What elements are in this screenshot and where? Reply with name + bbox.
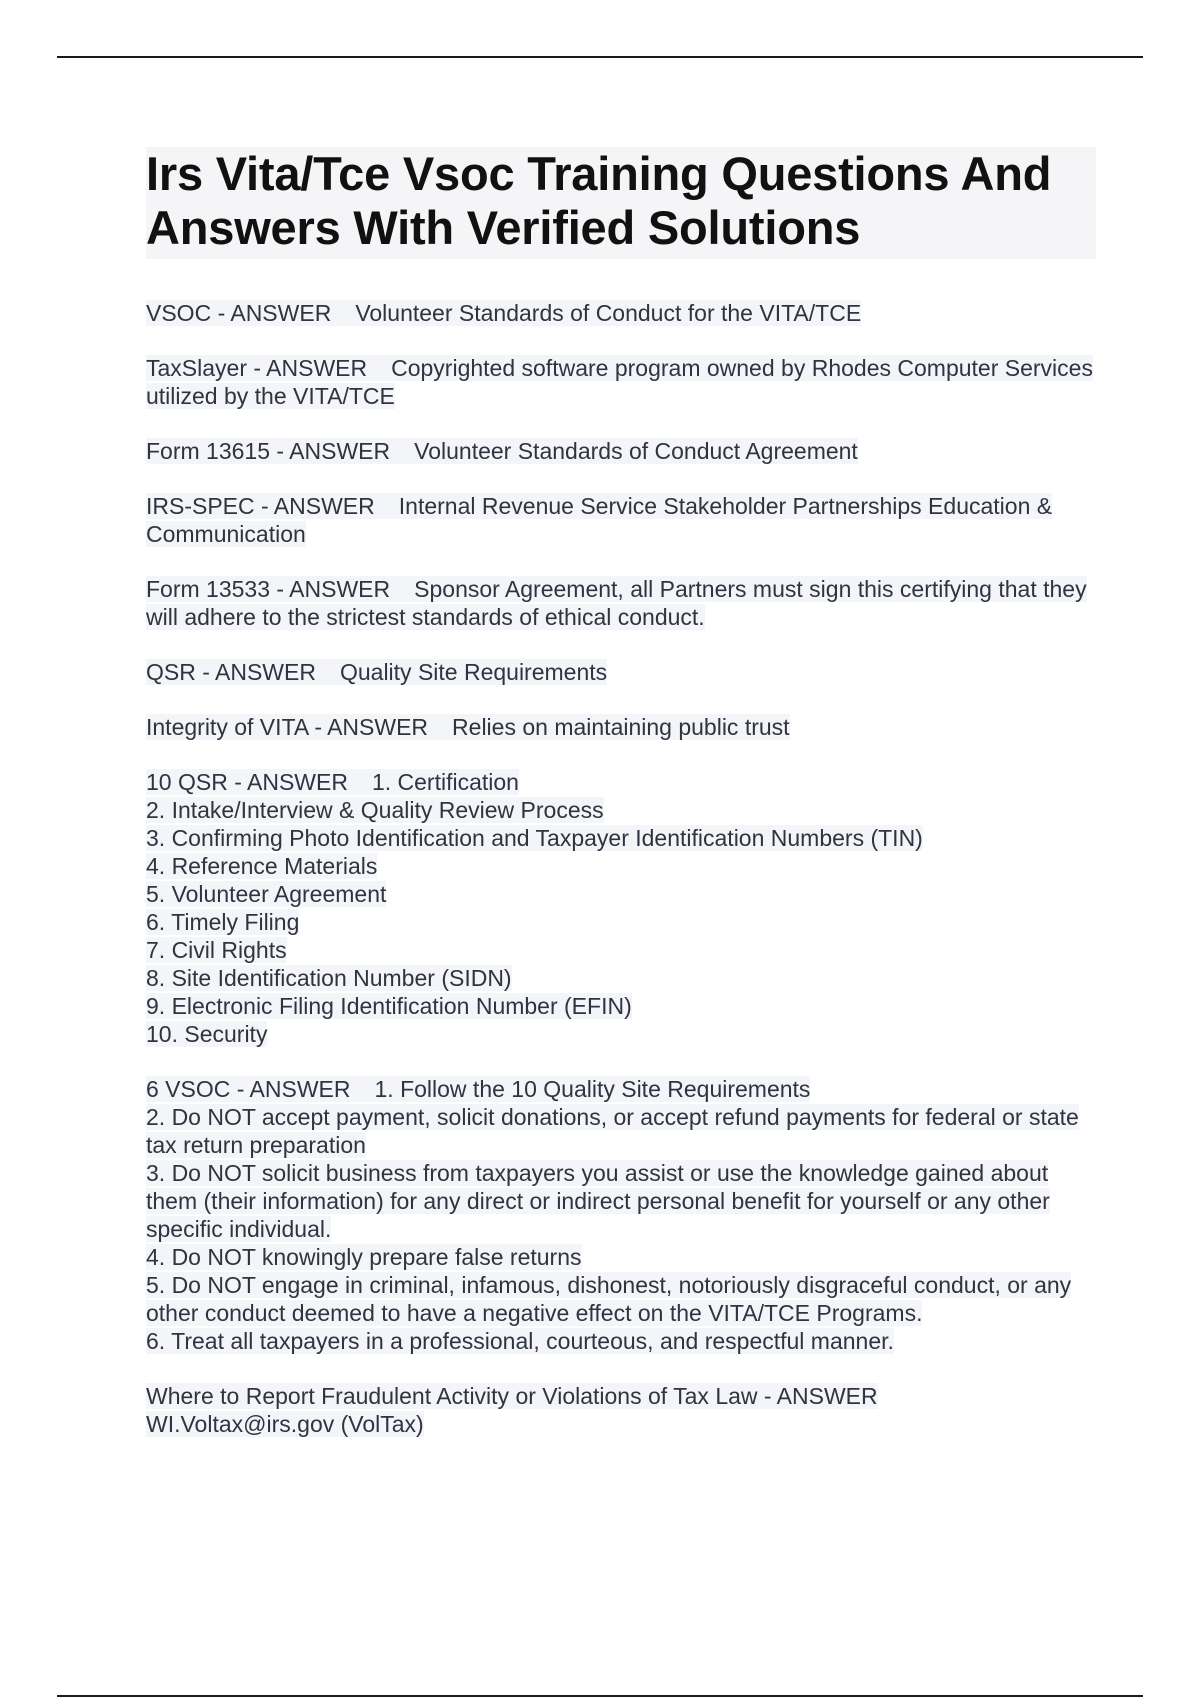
entry-term: 6 VSOC <box>146 1076 231 1102</box>
qa-entry-vsoc <box>146 299 1096 327</box>
answer-marker: - ANSWER <box>236 1076 351 1102</box>
qa-entries <box>146 299 1096 1438</box>
list-item: 8. Site Identification Number (SIDN) <box>146 965 512 991</box>
list-item: 4. Reference Materials <box>146 853 378 879</box>
entry-term: Form 13533 <box>146 576 271 602</box>
bottom-rule <box>57 1695 1143 1697</box>
answer-marker: - ANSWER <box>234 769 348 795</box>
answer-marker: - ANSWER <box>276 438 391 464</box>
qa-entry-form-13615 <box>146 437 1096 465</box>
qa-entry-10-qsr <box>146 768 1096 1048</box>
entry-answer: 1. Follow the 10 Quality Site Requirements <box>374 1076 811 1102</box>
list-item: 3. Do NOT solicit business from taxpayers you assist or use the knowledge gained about them (their information) for any direct or indirect personal benefit for yourself or any other specific individual. <box>146 1160 1050 1242</box>
entry-answer: Copyrighted software program owned by Rhodes Computer Services utilized by the VITA/TCE <box>146 355 1093 409</box>
entry-term: 10 QSR <box>146 769 228 795</box>
answer-marker: - ANSWER <box>314 714 429 740</box>
report-email: WI.Voltax@irs.gov (VolTax) <box>146 1411 424 1437</box>
entry-term: TaxSlayer <box>146 355 247 381</box>
answer-marker: - ANSWER <box>217 300 332 326</box>
entry-answer: Sponsor Agreement, all Partners must sign this certifying that they will adhere to the strictest standards of ethical conduct. <box>146 576 1087 630</box>
entry-term: QSR <box>146 659 196 685</box>
qa-entry-taxslayer <box>146 354 1096 410</box>
list-item: 3. Confirming Photo Identification and Taxpayer Identification Numbers (TIN) <box>146 825 923 851</box>
entry-answer: Internal Revenue Service Stakeholder Partnerships Education & Communication <box>146 493 1053 547</box>
entry-answer: Relies on maintaining public trust <box>452 714 790 740</box>
list-item: 6. Timely Filing <box>146 909 300 935</box>
entry-answer: Volunteer Standards of Conduct for the VITA/TCE <box>355 300 862 326</box>
list-item: 4. Do NOT knowingly prepare false returns <box>146 1244 582 1270</box>
answer-marker: - ANSWER <box>276 576 391 602</box>
qa-entry-integrity-of-vita <box>146 713 1096 741</box>
qa-entry-report-fraud <box>146 1382 1096 1438</box>
entry-term: Where to Report Fraudulent Activity or Violations of Tax Law <box>146 1383 758 1409</box>
top-rule <box>57 56 1143 58</box>
list-item: 7. Civil Rights <box>146 937 287 963</box>
list-item: 2. Intake/Interview & Quality Review Process <box>146 797 604 823</box>
qa-entry-form-13533 <box>146 575 1096 631</box>
list-item: 2. Do NOT accept payment, solicit donations, or accept refund payments for federal or state tax return preparation <box>146 1104 1079 1158</box>
list-item <box>146 768 1096 796</box>
entry-term: VSOC <box>146 300 212 326</box>
list-item: 9. Electronic Filing Identification Number (EFIN) <box>146 993 632 1019</box>
list-item <box>146 1075 1096 1103</box>
qa-entry-qsr <box>146 658 1096 686</box>
list-item: 5. Volunteer Agreement <box>146 881 387 907</box>
answer-marker: - ANSWER <box>261 493 375 519</box>
answer-marker: - ANSWER <box>202 659 316 685</box>
entry-term: IRS-SPEC <box>146 493 255 519</box>
list-item: 5. Do NOT engage in criminal, infamous, dishonest, notoriously disgraceful conduct, or any other conduct deemed to have a negative effect on the VITA/TCE Programs. <box>146 1272 1072 1326</box>
entry-answer: Quality Site Requirements <box>339 659 608 685</box>
answer-marker: - ANSWER <box>253 355 368 381</box>
qa-entry-6-vsoc <box>146 1075 1096 1355</box>
entry-term: Form 13615 <box>146 438 271 464</box>
qa-entry-irs-spec <box>146 492 1096 548</box>
entry-answer: 1. Certification <box>371 769 519 795</box>
document-body <box>146 147 1096 1465</box>
answer-marker: - ANSWER <box>763 1383 878 1409</box>
document-title: Irs Vita/Tce Vsoc Training Questions And Answers With Verified Solutions <box>146 147 1096 259</box>
list-item: 10. Security <box>146 1021 268 1047</box>
list-item: 6. Treat all taxpayers in a professional, courteous, and respectful manner. <box>146 1328 894 1354</box>
entry-answer: Volunteer Standards of Conduct Agreement <box>414 438 858 464</box>
entry-term: Integrity of VITA <box>146 714 308 740</box>
